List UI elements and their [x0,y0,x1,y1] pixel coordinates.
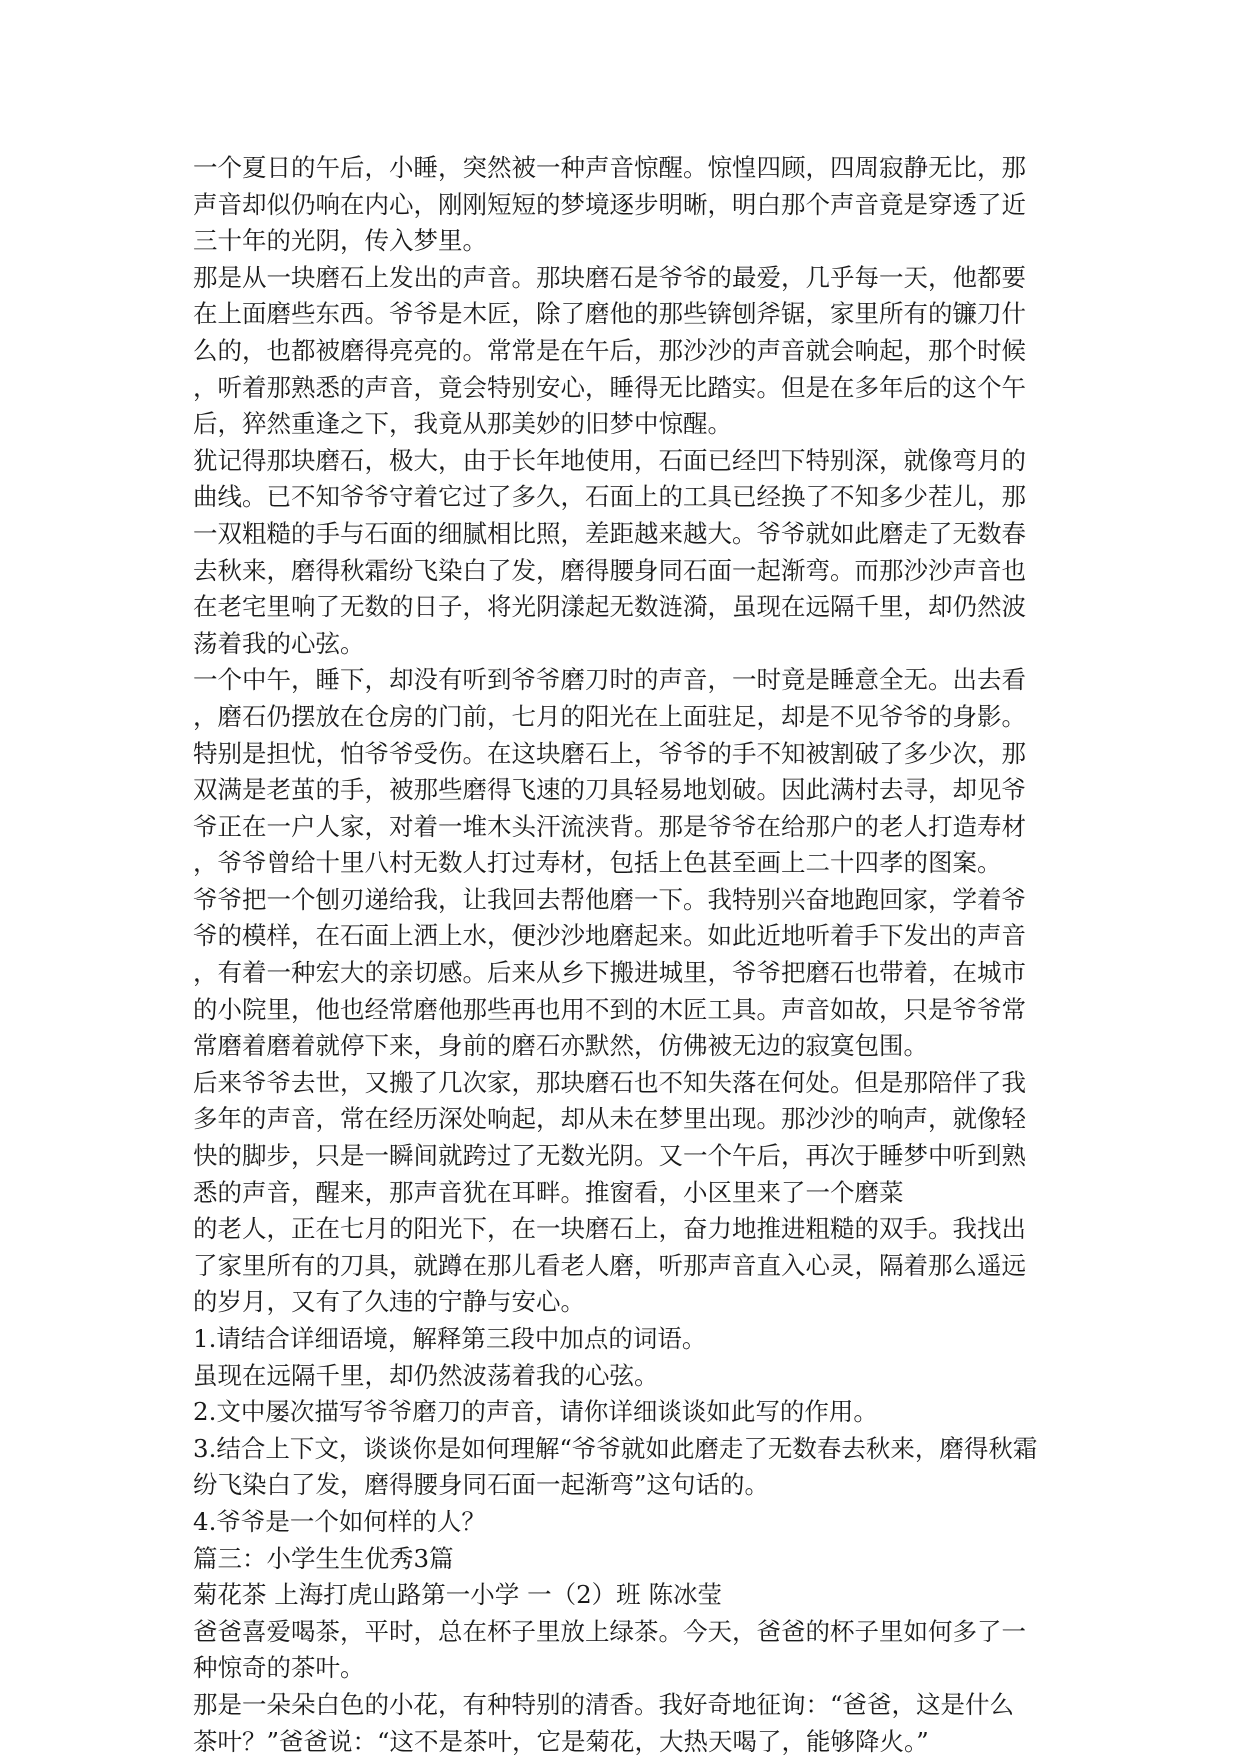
text-line: 的老人，正在七月的阳光下，在一块磨石上，奋力地推进粗糙的双手。我找出 [193,1214,1026,1244]
text-line: 纷飞染白了发，磨得腰身同石面一起渐弯”这句话的。 [193,1470,770,1500]
text-line: ，听着那熟悉的声音，竟会特别安心，睡得无比踏实。但是在多年后的这个午 [193,372,1026,402]
text-line: 那是一朵朵白色的小花，有种特别的清香。我好奇地征询：“爸爸，这是什么 [193,1689,1015,1719]
text-line: 的小院里，他也经常磨他那些再也用不到的木匠工具。声音如故，只是爷爷常 [193,994,1026,1024]
text-line: 双满是老茧的手，被那些磨得飞速的刀具轻易地划破。因此满村去寻，却见爷 [193,775,1026,805]
text-line: 虽现在远隔千里，却仍然波荡着我的心弦。 [193,1360,659,1390]
text-line: 么的，也都被磨得亮亮的。常常是在午后，那沙沙的声音就会响起，那个时候 [193,335,1026,365]
text-line: 篇三：小学生生优秀3篇 [193,1543,454,1573]
document-page [193,150,1053,1760]
text-line: 三十年的光阴，传入梦里。 [193,226,487,256]
text-line: 爷爷把一个刨刃递给我，让我回去帮他磨一下。我特别兴奋地跑回家，学着爷 [193,884,1026,914]
text-line: 茶叶？”爸爸说：“这不是茶叶，它是菊花，大热天喝了，能够降火。” [193,1726,929,1756]
text-line: 一个夏日的午后，小睡，突然被一种声音惊醒。惊惶四顾，四周寂静无比，那 [193,153,1026,182]
text-line: 1.请结合详细语境，解释第三段中加点的词语。 [193,1324,707,1353]
text-line: 犹记得那块磨石，极大，由于长年地使用，石面已经凹下特别深，就像弯月的 [193,445,1026,475]
text-line: 后来爷爷去世，又搬了几次家，那块磨石也不知失落在何处。但是那陪伴了我 [193,1067,1026,1097]
text-line: 特别是担忧，怕爷爷受伤。在这块磨石上，爷爷的手不知被割破了多少次，那 [193,738,1026,768]
text-line: 2.文中屡次描写爷爷磨刀的声音，请你详细谈谈如此写的作用。 [193,1397,878,1427]
text-line: 快的脚步，只是一瞬间就跨过了无数光阴。又一个午后，再次于睡梦中听到熟 [193,1141,1026,1171]
text-line: 荡着我的心弦。 [193,628,365,658]
text-line: 种惊奇的茶叶。 [193,1653,365,1683]
text-line: ，爷爷曾给十里八村无数人打过寿材，包括上色甚至画上二十四孝的图案。 [193,848,1002,878]
text-line: 去秋来，磨得秋霜纷飞染白了发，磨得腰身同石面一起渐弯。而那沙沙声音也 [193,555,1026,585]
text-line: ，磨石仍摆放在仓房的门前，七月的阳光在上面驻足，却是不见爷爷的身影。 [193,701,1026,731]
text-line: 常磨着磨着就停下来，身前的磨石亦默然，仿佛被无边的寂寞包围。 [193,1031,928,1061]
text-line: 4.爷爷是一个如何样的人？ [193,1506,486,1536]
text-line: 3.结合上下文，谈谈你是如何理解“爷爷就如此磨走了无数春去秋来，磨得秋霜 [193,1433,1038,1463]
text-line: 在上面磨些东西。爷爷是木匠，除了磨他的那些锛刨斧锯，家里所有的镰刀什 [193,299,1026,329]
text-line: 的岁月，又有了久违的宁静与安心。 [193,1287,585,1317]
text-line: 一双粗糙的手与石面的细腻相比照，差距越来越大。爷爷就如此磨走了无数春 [193,518,1026,548]
text-line: 后，猝然重逢之下，我竟从那美妙的旧梦中惊醒。 [193,409,732,439]
text-line: 菊花茶 上海打虎山路第一小学 一（2）班 陈冰莹 [193,1580,722,1610]
text-line: ，有着一种宏大的亲切感。后来从乡下搬进城里，爷爷把磨石也带着，在城市 [193,958,1026,988]
text-line: 曲线。已不知爷爷守着它过了多久，石面上的工具已经换了不知多少茬儿，那 [193,482,1026,512]
text-line: 声音却似仍响在内心，刚刚短短的梦境逐步明晰，明白那个声音竟是穿透了近 [193,189,1026,219]
text-line: 悉的声音，醒来，那声音犹在耳畔。推窗看，小区里来了一个磨菜 [193,1177,904,1207]
text-line: 多年的声音，常在经历深处响起，却从未在梦里出现。那沙沙的响声，就像轻 [193,1104,1026,1134]
text-line: 爷的模样，在石面上洒上水，便沙沙地磨起来。如此近地听着手下发出的声音 [193,921,1026,951]
text-line: 那是从一块磨石上发出的声音。那块磨石是爷爷的最爱，几乎每一天，他都要 [193,262,1026,292]
text-line: 了家里所有的刀具，就蹲在那儿看老人磨，听那声音直入心灵，隔着那么遥远 [193,1250,1026,1280]
text-line: 爷正在一户人家，对着一堆木头汗流浃背。那是爷爷在给那户的老人打造寿材 [193,811,1026,841]
text-line: 爸爸喜爱喝茶，平时，总在杯子里放上绿茶。今天，爸爸的杯子里如何多了一 [193,1616,1026,1646]
text-line: 在老宅里响了无数的日子，将光阴漾起无数涟漪，虽现在远隔千里，却仍然波 [193,592,1026,622]
text-line: 一个中午，睡下，却没有听到爷爷磨刀时的声音，一时竟是睡意全无。出去看 [193,665,1026,695]
